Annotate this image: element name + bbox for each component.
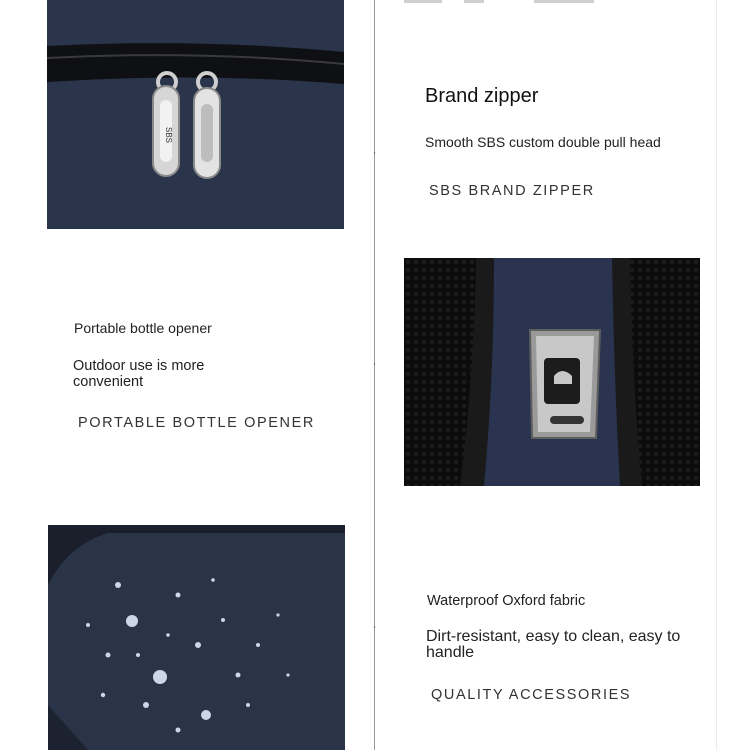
divider-marker: ‘ xyxy=(373,362,376,371)
section-caption: SBS BRAND ZIPPER xyxy=(429,183,595,199)
section-caption: QUALITY ACCESSORIES xyxy=(431,687,632,703)
section-title: Waterproof Oxford fabric xyxy=(427,593,586,609)
zipper-photo xyxy=(47,0,344,229)
section-subtitle: Dirt-resistant, easy to clean, easy to handle xyxy=(426,628,681,661)
zipper-engraving: SBS xyxy=(164,126,173,144)
divider-marker: ‘ xyxy=(373,625,376,634)
right-border xyxy=(716,0,717,750)
top-text-fragment xyxy=(404,0,624,4)
water-droplets-photo xyxy=(48,525,345,750)
section-title: Brand zipper xyxy=(425,85,539,107)
section-subtitle: Outdoor use is more convenient xyxy=(73,358,205,390)
center-divider xyxy=(374,0,375,750)
section-caption: PORTABLE BOTTLE OPENER xyxy=(78,415,315,431)
bottle-opener-photo xyxy=(404,258,700,486)
divider-marker: ‘ xyxy=(373,151,376,160)
section-title: Portable bottle opener xyxy=(74,320,212,336)
section-subtitle: Smooth SBS custom double pull head xyxy=(425,134,661,150)
